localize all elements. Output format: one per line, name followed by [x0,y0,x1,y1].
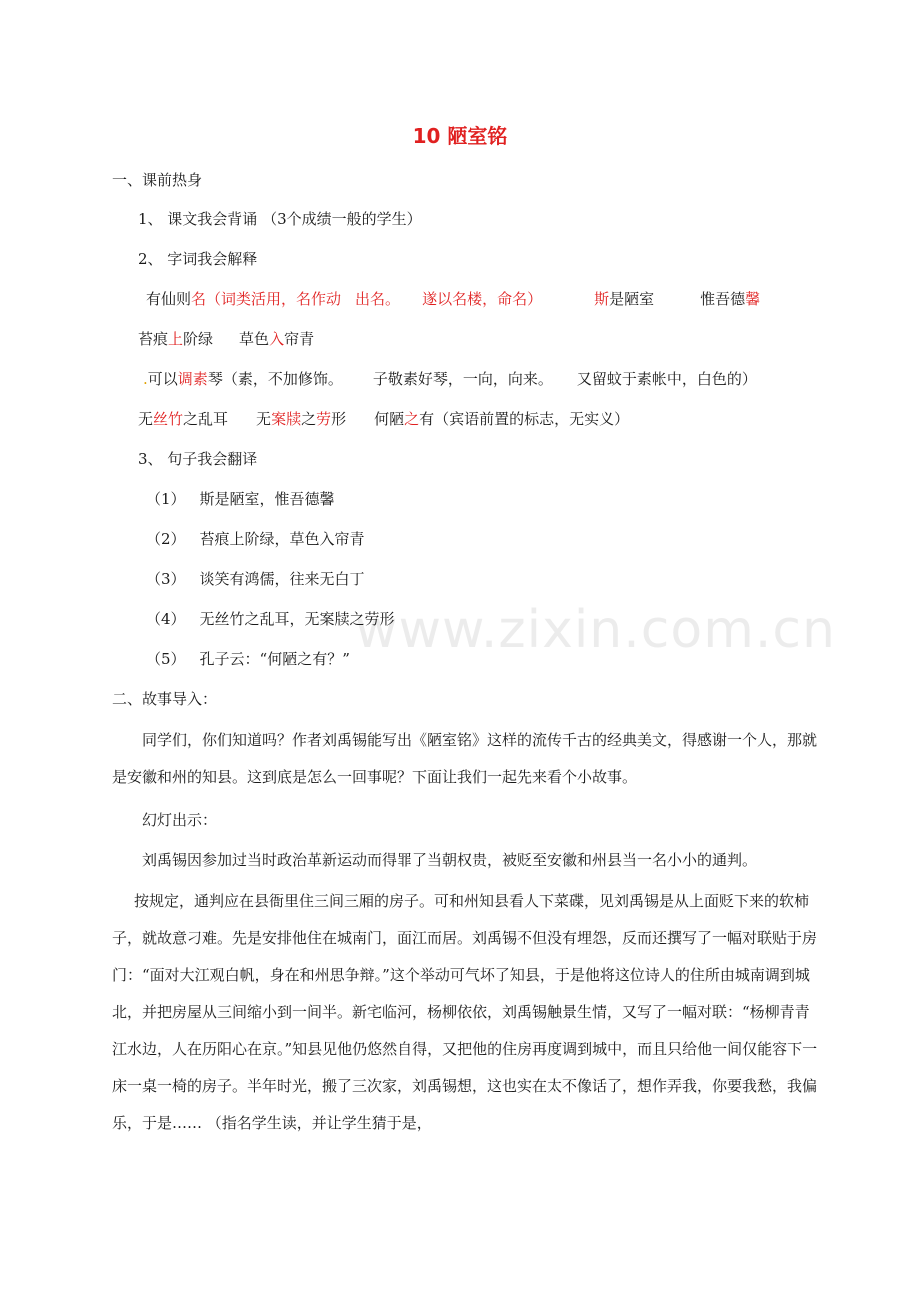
vocab-highlight: 斯 [594,290,610,308]
page-title: 10 陋室铭 [412,124,508,148]
vocab-note: （词类活用，名作动 [206,290,342,308]
sentence-item [146,529,365,549]
section1-heading: 一、课前热身 [112,171,203,189]
story-paragraph: 按规定，通判应在县衙里住三间三厢的房子。可和州知县看人下菜碟，见刘禹锡是从上面贬下来的软柿子，就故意刁难。先是安排他住在城南门，面江而居。刘禹锡不但没有埋怨，反而还撰写了一幅对联贴于房门：“面对大江观白帆，身在和州思争辩。”这个举动可气坏了知县，于是他将这位诗人的住所由城南调到城北，并把房屋从三间缩小到一间半。新宅临河，杨柳依依，刘禹锡触景生情，又写了一幅对联：“杨柳青青江水边，人在历阳心在京。”知县见他仍悠然自得，又把他的住房再度调到城中，而且只给他一间仅能容下一床一桌一椅的房子。半年时光，搬了三次家，刘禹锡想，这也实在太不像话了，想作弄我，你要我愁，我偏乐，于是…… （指名学生读，并让学生猜于是， [112,892,818,1132]
dot-mark: . [143,370,148,388]
vocab-text: 形 [331,410,347,428]
sentence-text: 无丝竹之乱耳，无案牍之劳形 [199,610,395,628]
sentence-item [146,569,365,589]
item2-vocab-heading: 2、 字词我会解释 [138,250,258,268]
vocab-highlight: 案牍 [271,410,302,428]
vocab-highlight: 入 [269,330,285,348]
vocab-highlight: 名 [191,290,207,308]
vocab-text: 何陋 [374,410,405,428]
vocab-highlight: 上 [168,330,184,348]
vocab-text: 苔痕 [138,330,169,348]
vocab-highlight: 馨 [745,290,761,308]
intro-paragraph: 同学们，你们知道吗？作者刘禹锡能写出《陋室铭》这样的流传千古的经典美文，得感谢一个人，那就是安徽和州的知县。这到底是怎么一回事呢？下面让我们一起先来看个小故事。 [112,731,818,786]
sentence-item [146,649,350,669]
vocab-text: 之乱耳 [183,410,229,428]
story-first-line: 刘禹锡因参加过当时政治革新运动而得罪了当朝权贵，被贬至安徽和州县当一名小小的通判。 [142,851,758,869]
vocab-text: 有仙则 [146,290,192,308]
vocab-note: 出名。 [355,290,401,308]
vocab-text: 子敬素好琴，一向，向来。 [372,370,553,388]
vocab-line-2 [138,329,314,349]
vocab-highlight: 调素 [177,370,208,388]
slide-label: 幻灯出示： [142,811,218,829]
vocab-line-4 [138,409,629,429]
sentence-number: （5） [146,650,186,668]
item1-recite: 1、 课文我会背诵 （3个成绩一般的学生） [138,210,422,228]
vocab-text: 又留蚊于素帐中，白色的） [576,370,757,388]
vocab-text: 无 [138,410,154,428]
vocab-text: 可以 [147,370,178,388]
vocab-text: 草色 [239,330,270,348]
vocab-line-3 [143,369,757,389]
sentence-number: （2） [146,530,186,548]
vocab-text: 无 [256,410,272,428]
vocab-highlight: 之 [404,410,420,428]
item3-translate-heading: 3、 句子我会翻译 [138,450,258,468]
section2-heading: 二、故事导入： [112,690,218,708]
sentence-text: 孔子云：“何陋之有？” [199,650,350,668]
vocab-text: 是陋室 [609,290,655,308]
vocab-highlight: 丝竹 [153,410,184,428]
vocab-note: 遂以名楼，命名） [422,290,543,308]
sentence-text: 苔痕上阶绿，草色入帘青 [199,530,365,548]
vocab-line-1 [146,289,760,309]
sentence-number: （1） [146,490,186,508]
sentence-number: （3） [146,570,186,588]
sentence-item [146,609,395,629]
vocab-highlight: 劳 [316,410,332,428]
vocab-text: 帘青 [284,330,315,348]
sentence-item [146,489,335,509]
vocab-text: 阶绿 [183,330,214,348]
sentence-text: 斯是陋室，惟吾德馨 [199,490,335,508]
vocab-text: 惟吾德 [700,290,746,308]
sentence-text: 谈笑有鸿儒，往来无白丁 [199,570,365,588]
watermark: www.zixin.com.cn [355,600,836,660]
vocab-text: 之 [301,410,317,428]
vocab-text: 有（宾语前置的标志，无实义） [419,410,630,428]
sentence-number: （4） [146,610,186,628]
vocab-text: 琴（素，不加修饰。 [207,370,343,388]
